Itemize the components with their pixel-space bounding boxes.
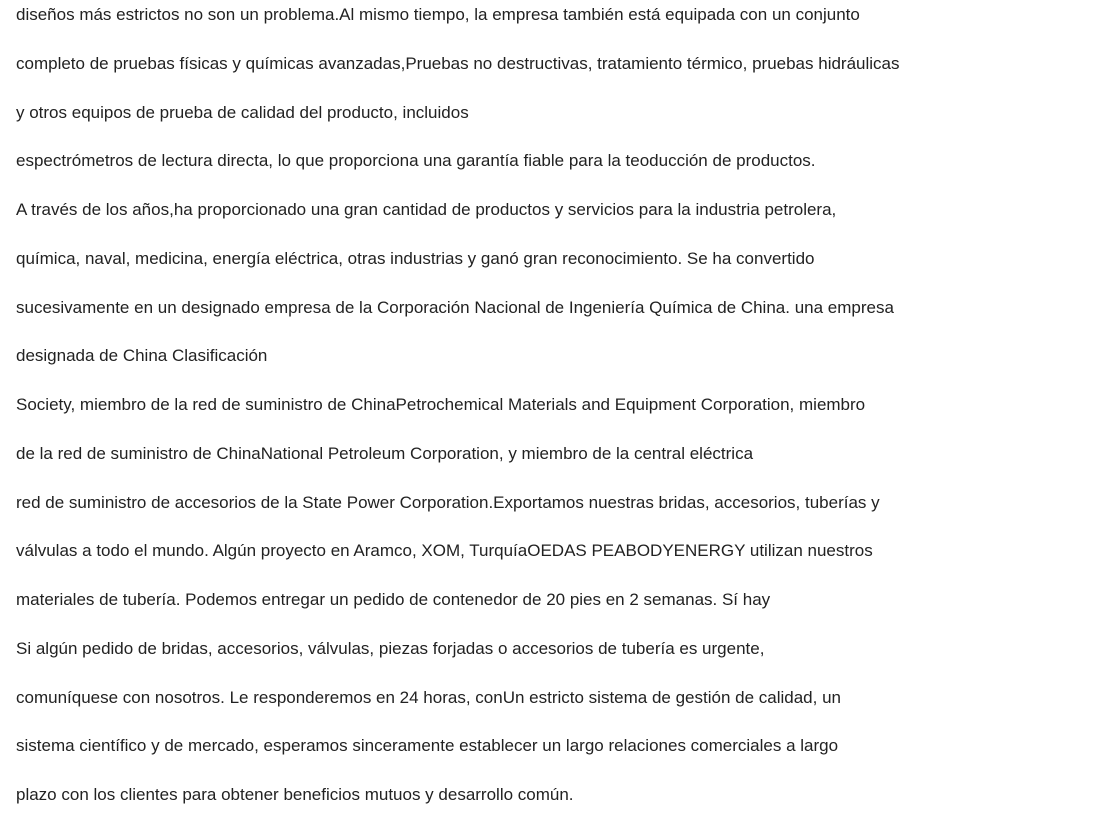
- text-line: sucesivamente en un designado empresa de la Corporación Nacional de Ingeniería Química de China. una empresa: [16, 297, 894, 317]
- text-line: y otros equipos de prueba de calidad del producto, incluidos: [16, 102, 469, 122]
- text-line: química, naval, medicina, energía eléctrica, otras industrias y ganó gran reconocimiento. Se ha convertido: [16, 248, 815, 268]
- text-line: Si algún pedido de bridas, accesorios, válvulas, piezas forjadas o accesorios de tubería es urgente,: [16, 638, 765, 658]
- text-line: sistema científico y de mercado, esperamos sinceramente establecer un largo relaciones comerciales a largo: [16, 736, 839, 756]
- text-line: de la red de suministro de ChinaNational Petroleum Corporation, y miembro de la central eléctrica: [16, 443, 754, 463]
- text-line: válvulas a todo el mundo. Algún proyecto en Aramco, XOM, TurquíaOEDAS PEABODYENERGY utilizan nuestros: [16, 541, 873, 561]
- text-line: materiales de tubería. Podemos entregar un pedido de contenedor de 20 pies en 2 semanas. Sí hay: [16, 590, 771, 609]
- text-line: designada de China Clasificación: [16, 346, 268, 366]
- document-body: [16, 0, 1086, 829]
- text-line: plazo con los clientes para obtener beneficios mutuos y desarrollo común.: [16, 785, 574, 804]
- text-line: espectrómetros de lectura directa, lo que proporciona una garantía fiable para la teoducción de productos.: [16, 151, 816, 171]
- text-line: diseños más estrictos no son un problema.Al mismo tiempo, la empresa también está equipada con un conjunto: [16, 5, 860, 24]
- text-line: Society, miembro de la red de suministro de ChinaPetrochemical Materials and Equipment Corporation, miembro: [16, 395, 866, 414]
- text-line: A través de los años,ha proporcionado una gran cantidad de productos y servicios para la industria petrolera,: [16, 200, 837, 219]
- text-line: red de suministro de accesorios de la State Power Corporation.Exportamos nuestras bridas, accesorios, tuberías y: [16, 492, 880, 512]
- text-line: comuníquese con nosotros. Le responderemos en 24 horas, conUn estricto sistema de gestión de calidad, un: [16, 687, 841, 707]
- text-line: completo de pruebas físicas y químicas avanzadas,Pruebas no destructivas, tratamiento térmico, pruebas hidráulicas: [16, 53, 900, 73]
